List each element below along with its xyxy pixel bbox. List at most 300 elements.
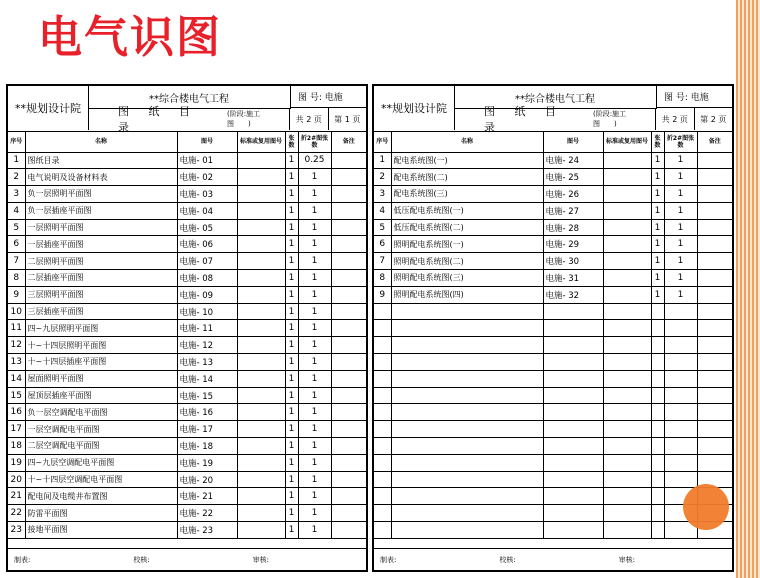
table-row (374, 522, 732, 539)
cell-no: 13 (8, 354, 25, 371)
cell-name (391, 354, 543, 371)
column-header: 序号 (8, 132, 25, 152)
cell-qty: 1 (285, 320, 298, 337)
cell-code (543, 522, 603, 539)
cell-empty (331, 253, 366, 270)
cell-no: 15 (8, 387, 25, 404)
column-header: 名称 (25, 132, 177, 152)
sheet-footer (8, 548, 366, 570)
table-row (374, 186, 732, 203)
cell-code (543, 488, 603, 505)
cell-empty (697, 202, 732, 219)
cell-no: 11 (8, 320, 25, 337)
table-row (8, 152, 366, 169)
cell-equiv (664, 354, 697, 371)
table-row (374, 253, 732, 270)
column-header: 折2#图张数 (664, 132, 697, 152)
cell-empty (237, 286, 285, 303)
cell-code: 电施- 08 (177, 270, 237, 287)
cell-code: 电施- 12 (177, 337, 237, 354)
cell-equiv: 1 (298, 354, 331, 371)
cell-empty (603, 320, 651, 337)
cell-qty: 1 (285, 438, 298, 455)
cell-qty: 1 (651, 270, 664, 287)
cell-code (543, 471, 603, 488)
cell-no: 21 (8, 488, 25, 505)
cell-qty: 1 (285, 337, 298, 354)
total-pages: 共 2 页 (295, 114, 322, 124)
table-row (8, 488, 366, 505)
table-row (374, 404, 732, 421)
cell-code: 电施- 26 (543, 186, 603, 203)
cell-equiv: 1 (298, 421, 331, 438)
catalog-table (374, 132, 732, 539)
cell-code: 电施- 14 (177, 370, 237, 387)
cell-equiv: 1 (298, 505, 331, 522)
cell-qty (651, 320, 664, 337)
catalog-body (8, 152, 366, 538)
cell-empty (331, 270, 366, 287)
cell-code: 电施- 06 (177, 236, 237, 253)
footer-drawn: 制表: (14, 555, 31, 564)
table-row (8, 337, 366, 354)
cell-empty (237, 505, 285, 522)
cell-equiv: 1 (298, 202, 331, 219)
cell-equiv: 1 (298, 370, 331, 387)
cell-equiv (664, 337, 697, 354)
cell-equiv (664, 370, 697, 387)
cell-name: 一层空调配电平面图 (25, 421, 177, 438)
cell-name: 一层插座平面图 (25, 236, 177, 253)
cell-empty (603, 270, 651, 287)
page-count (656, 108, 732, 130)
cell-code: 电施- 07 (177, 253, 237, 270)
table-row (8, 320, 366, 337)
catalog-sheet-left (6, 84, 368, 572)
table-row (374, 421, 732, 438)
cell-name: 负一层空调配电平面图 (25, 404, 177, 421)
cell-empty (603, 337, 651, 354)
cell-no: 9 (8, 286, 25, 303)
org-name: **规划设计院 (374, 86, 455, 130)
cell-code: 电施- 20 (177, 471, 237, 488)
cell-no (374, 438, 391, 455)
table-row (374, 370, 732, 387)
cell-empty (237, 454, 285, 471)
cell-code: 电施- 29 (543, 236, 603, 253)
cell-empty (331, 286, 366, 303)
cell-qty (651, 488, 664, 505)
cell-name: 二层空调配电平面图 (25, 438, 177, 455)
cell-empty (237, 219, 285, 236)
cell-qty (651, 522, 664, 539)
cell-empty (237, 438, 285, 455)
footer-check: 校核: (133, 555, 150, 564)
cell-empty (237, 253, 285, 270)
cell-empty (603, 438, 651, 455)
column-header-row (374, 132, 732, 152)
table-row (8, 438, 366, 455)
cell-no: 8 (8, 270, 25, 287)
page-number: 第 2 页 (694, 108, 733, 130)
cell-code (543, 337, 603, 354)
cell-empty (697, 421, 732, 438)
cell-name (391, 320, 543, 337)
cell-name (391, 404, 543, 421)
cell-no: 5 (374, 219, 391, 236)
cell-no (374, 505, 391, 522)
cell-empty (331, 236, 366, 253)
table-row (8, 370, 366, 387)
cell-empty (331, 320, 366, 337)
cell-empty (237, 337, 285, 354)
cell-code: 电施- 04 (177, 202, 237, 219)
cell-code (543, 505, 603, 522)
cell-equiv (664, 320, 697, 337)
column-header: 标准或复用图号 (237, 132, 285, 152)
table-row (374, 454, 732, 471)
cell-no (374, 421, 391, 438)
cell-empty (237, 488, 285, 505)
cell-empty (603, 404, 651, 421)
cell-empty (331, 488, 366, 505)
cell-qty: 1 (285, 219, 298, 236)
cell-no: 2 (374, 169, 391, 186)
table-row (8, 286, 366, 303)
cell-empty (331, 454, 366, 471)
cell-no (374, 522, 391, 539)
cell-no: 16 (8, 404, 25, 421)
cell-code (543, 421, 603, 438)
cell-no: 23 (8, 522, 25, 539)
cell-code (543, 354, 603, 371)
column-header: 图号 (543, 132, 603, 152)
table-row (374, 438, 732, 455)
cell-qty (651, 505, 664, 522)
catalog-title: 图 纸 目 录 (484, 105, 564, 134)
cell-empty (603, 236, 651, 253)
cell-empty (331, 152, 366, 169)
cell-qty: 1 (285, 404, 298, 421)
cell-equiv: 1 (298, 286, 331, 303)
cell-no: 9 (374, 286, 391, 303)
page-count (290, 108, 366, 130)
cell-code: 电施- 17 (177, 421, 237, 438)
cell-empty (697, 337, 732, 354)
cell-qty: 1 (285, 169, 298, 186)
column-header: 备注 (331, 132, 366, 152)
catalog-title-row (88, 105, 290, 134)
cell-equiv: 1 (298, 169, 331, 186)
table-row (8, 253, 366, 270)
cell-code: 电施- 01 (177, 152, 237, 169)
table-row (374, 286, 732, 303)
cell-qty: 1 (285, 421, 298, 438)
cell-equiv (664, 421, 697, 438)
cell-empty (237, 471, 285, 488)
cell-name (391, 471, 543, 488)
cell-qty: 1 (285, 286, 298, 303)
cell-code: 电施- 21 (177, 488, 237, 505)
project-name: **综合楼电气工程 (454, 86, 657, 109)
cell-equiv: 1 (664, 286, 697, 303)
cell-no: 6 (374, 236, 391, 253)
cell-no: 20 (8, 471, 25, 488)
cell-name (391, 505, 543, 522)
cell-code: 电施- 24 (543, 152, 603, 169)
cell-qty (651, 337, 664, 354)
cell-empty (603, 186, 651, 203)
table-row (374, 354, 732, 371)
column-header: 折2#图张数 (298, 132, 331, 152)
cell-name: 接地平面图 (25, 522, 177, 539)
stage-label: (阶段:施工图 ) (226, 110, 261, 128)
footer-check: 校核: (499, 555, 516, 564)
cell-no: 22 (8, 505, 25, 522)
page-number: 第 1 页 (328, 108, 367, 130)
catalog-title-row (454, 105, 656, 134)
cell-qty: 1 (651, 169, 664, 186)
cell-empty (603, 471, 651, 488)
cell-equiv: 1 (298, 454, 331, 471)
cell-no: 5 (8, 219, 25, 236)
decorative-circle (683, 484, 729, 530)
cell-code: 电施- 31 (543, 270, 603, 287)
cell-equiv (664, 387, 697, 404)
cell-name: 配电系统图(三) (391, 186, 543, 203)
cell-empty (697, 219, 732, 236)
cell-equiv: 1 (664, 169, 697, 186)
cell-no: 10 (8, 303, 25, 320)
cell-equiv: 1 (298, 522, 331, 539)
cell-empty (237, 152, 285, 169)
cell-name: 配电间及电缆井布置图 (25, 488, 177, 505)
cell-empty (697, 270, 732, 287)
cell-empty (697, 169, 732, 186)
cell-name: 照明配电系统图(一) (391, 236, 543, 253)
cell-qty: 1 (651, 219, 664, 236)
cell-empty (697, 152, 732, 169)
cell-no: 4 (8, 202, 25, 219)
cell-code: 电施- 05 (177, 219, 237, 236)
table-row (374, 219, 732, 236)
cell-empty (237, 202, 285, 219)
cell-name (391, 303, 543, 320)
cell-name: 配电系统图(二) (391, 169, 543, 186)
cell-code: 电施- 09 (177, 286, 237, 303)
cell-code (543, 303, 603, 320)
cell-name: 负一层照明平面图 (25, 186, 177, 203)
cell-code: 电施- 03 (177, 186, 237, 203)
cell-name: 十~十四层空调配电平面图 (25, 471, 177, 488)
cell-no: 12 (8, 337, 25, 354)
catalog-sheet-right (372, 84, 734, 572)
cell-equiv: 1 (664, 219, 697, 236)
cell-equiv: 1 (298, 438, 331, 455)
cell-qty: 1 (285, 370, 298, 387)
footer-review: 审核: (618, 555, 636, 564)
cell-equiv: 1 (664, 236, 697, 253)
cell-no: 8 (374, 270, 391, 287)
cell-empty (331, 438, 366, 455)
cell-qty: 1 (285, 270, 298, 287)
table-row (374, 488, 732, 505)
cell-no (374, 471, 391, 488)
footer-review: 审核: (252, 555, 270, 564)
cell-empty (331, 522, 366, 539)
catalog-table (8, 132, 366, 539)
cell-name: 配电系统图(一) (391, 152, 543, 169)
table-row (8, 186, 366, 203)
cell-empty (237, 387, 285, 404)
cell-name: 负一层插座平面图 (25, 202, 177, 219)
cell-empty (237, 354, 285, 371)
cell-no: 17 (8, 421, 25, 438)
cell-name (391, 370, 543, 387)
cell-qty: 1 (651, 152, 664, 169)
cell-empty (331, 303, 366, 320)
table-row (8, 270, 366, 287)
cell-empty (237, 404, 285, 421)
cell-no (374, 488, 391, 505)
cell-name: 十~十四层插座平面图 (25, 354, 177, 371)
cell-no: 3 (8, 186, 25, 203)
cell-code: 电施- 28 (543, 219, 603, 236)
cell-qty: 1 (651, 286, 664, 303)
cell-empty (697, 387, 732, 404)
cell-equiv (664, 404, 697, 421)
cell-qty (651, 404, 664, 421)
cell-name (391, 454, 543, 471)
cell-code: 电施- 02 (177, 169, 237, 186)
cell-empty (603, 303, 651, 320)
cell-qty: 1 (651, 236, 664, 253)
cell-empty (603, 387, 651, 404)
cell-qty (651, 438, 664, 455)
cell-equiv: 1 (298, 236, 331, 253)
cell-no (374, 320, 391, 337)
cell-name (391, 522, 543, 539)
cell-equiv: 1 (664, 270, 697, 287)
cell-no (374, 354, 391, 371)
table-row (374, 303, 732, 320)
table-row (374, 236, 732, 253)
cell-equiv: 1 (298, 320, 331, 337)
cell-empty (331, 202, 366, 219)
cell-equiv (664, 438, 697, 455)
cell-qty: 1 (651, 186, 664, 203)
cell-code: 电施- 32 (543, 286, 603, 303)
cell-equiv: 1 (664, 186, 697, 203)
cell-code: 电施- 19 (177, 454, 237, 471)
cell-empty (603, 421, 651, 438)
table-row (8, 354, 366, 371)
cell-empty (603, 522, 651, 539)
cell-qty (651, 354, 664, 371)
table-row (374, 202, 732, 219)
cell-equiv: 1 (298, 303, 331, 320)
cell-equiv: 1 (664, 253, 697, 270)
cell-name: 屋面照明平面图 (25, 370, 177, 387)
decorative-stripe (736, 0, 760, 578)
cell-code: 电施- 22 (177, 505, 237, 522)
column-header: 序号 (374, 132, 391, 152)
catalog-title: 图 纸 目 录 (118, 105, 198, 134)
cell-empty (331, 387, 366, 404)
cell-qty (651, 370, 664, 387)
cell-qty (651, 387, 664, 404)
cell-equiv: 1 (298, 387, 331, 404)
table-row (8, 404, 366, 421)
cell-empty (697, 286, 732, 303)
cell-code: 电施- 15 (177, 387, 237, 404)
cell-qty: 1 (285, 488, 298, 505)
cell-code: 电施- 10 (177, 303, 237, 320)
cell-empty (331, 421, 366, 438)
table-row (8, 522, 366, 539)
cell-equiv: 1 (298, 219, 331, 236)
project-name: **综合楼电气工程 (88, 86, 291, 109)
cell-empty (237, 522, 285, 539)
table-row (8, 219, 366, 236)
cell-no (374, 337, 391, 354)
cell-empty (697, 454, 732, 471)
cell-no: 2 (8, 169, 25, 186)
cell-code (543, 387, 603, 404)
cell-equiv: 1 (298, 471, 331, 488)
cell-name (391, 421, 543, 438)
cell-equiv: 1 (664, 202, 697, 219)
table-row (8, 303, 366, 320)
cell-code: 电施- 23 (177, 522, 237, 539)
cell-name (391, 337, 543, 354)
cell-empty (237, 370, 285, 387)
drawing-number: 图 号: 电施 (656, 86, 732, 108)
column-header: 名称 (391, 132, 543, 152)
cell-no: 7 (8, 253, 25, 270)
cell-empty (331, 370, 366, 387)
cell-empty (603, 253, 651, 270)
cell-no (374, 454, 391, 471)
table-row (8, 202, 366, 219)
cell-qty (651, 454, 664, 471)
cell-no: 1 (374, 152, 391, 169)
cell-qty: 1 (285, 202, 298, 219)
cell-qty: 1 (285, 471, 298, 488)
cell-empty (697, 186, 732, 203)
sheet-header (374, 86, 732, 132)
table-row (374, 471, 732, 488)
table-row (8, 421, 366, 438)
cell-no (374, 404, 391, 421)
cell-no (374, 370, 391, 387)
cell-name: 屋顶层插座平面图 (25, 387, 177, 404)
cell-name: 二层插座平面图 (25, 270, 177, 287)
cell-name: 照明配电系统图(三) (391, 270, 543, 287)
table-row (8, 454, 366, 471)
table-row (8, 236, 366, 253)
cell-equiv: 1 (298, 270, 331, 287)
table-row (8, 505, 366, 522)
cell-code: 电施- 11 (177, 320, 237, 337)
cell-empty (697, 320, 732, 337)
cell-empty (697, 236, 732, 253)
cell-qty (651, 303, 664, 320)
cell-code: 电施- 27 (543, 202, 603, 219)
cell-name: 照明配电系统图(二) (391, 253, 543, 270)
footer-drawn: 制表: (380, 555, 397, 564)
cell-name (391, 488, 543, 505)
